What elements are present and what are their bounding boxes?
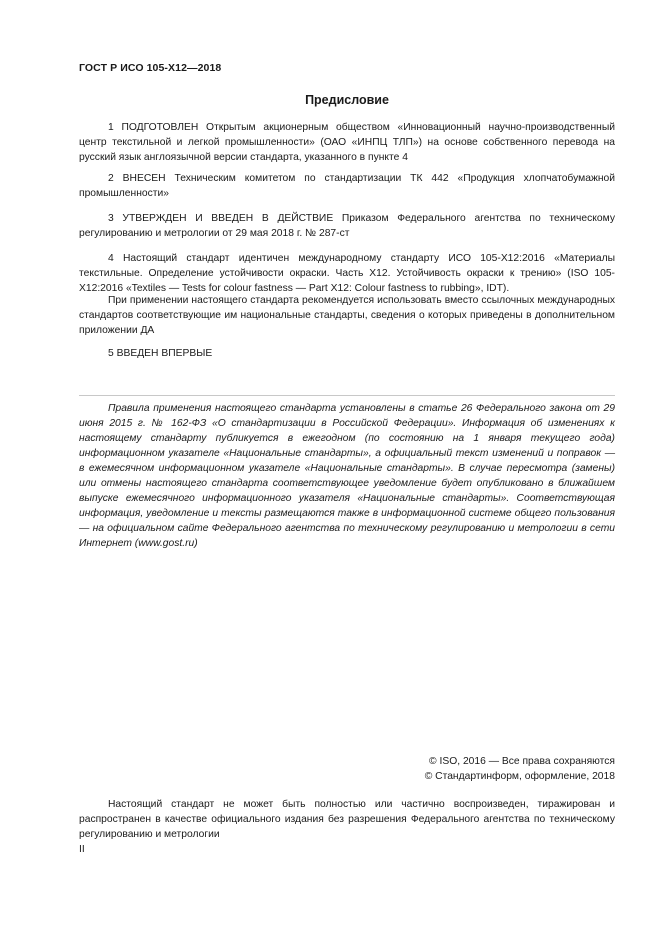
document-code-header: ГОСТ Р ИСО 105-Х12—2018 [79, 62, 222, 74]
reproduction-notice: Настоящий стандарт не может быть полностью или частично воспроизведен, тиражирован и распространен в качестве официального издания без разрешения Федерального агентства по техническому регулированию и метрологии [79, 799, 615, 840]
notice-text: Правила применения настоящего стандарта установлены в статье 26 Федерального закона от 29 июня 2015 г. № 162-ФЗ «О стандартизации в Российской Федерации». Информация об изменениях к настоящему стандарту публикуется в ежегодном (по состоянию на 1 января текущего года) информационном указателе «Национальные стандарты», а официальный текст изменений и поправок — в ежемесячном информационном указателе «Национальные стандарты». В случае пересмотра (замены) или отмены настоящего стандарта соответствующее уведомление будет опубликовано в ближайшем выпуске ежемесячного информационного указателя «Национальные стандарты». Соответствующая информация, уведомление и тексты размещаются также в информационной системе общего пользования — на официальном сайте Федерального агентства по техническому регулированию и метрологии в сети Интернет (www.gost.ru) [79, 403, 615, 549]
copyright-block [425, 754, 615, 784]
paragraph-approved: 3 УТВЕРЖДЕН И ВВЕДЕН В ДЕЙСТВИЕ Приказом Федерального агентства по техническому регулированию и метрологии от 29 мая 2018 г. № 287-ст [79, 213, 615, 239]
copyright-standartinform: © Стандартинформ, оформление, 2018 [424, 771, 615, 782]
application-rules-notice [79, 395, 615, 551]
foreword-title: Предисловие [305, 93, 389, 107]
paragraph-reference-standards: При применении настоящего стандарта рекомендуется использовать вместо ссылочных международных стандартов соответствующие им национальные стандарты, сведения о которых приведены в дополнительном приложении ДА [79, 295, 615, 336]
paragraph-prepared-by: 1 ПОДГОТОВЛЕН Открытым акционерным обществом «Инновационный научно-производственный центр текстильной и легкой промышленности» (ОАО «ИНПЦ ТЛП») на основе собственного перевода на русский язык англоязычной версии стандарта, указанного в пункте 4 [79, 122, 615, 163]
copyright-iso: © ISO, 2016 — Все права сохраняются [429, 756, 615, 767]
page-number: II [79, 844, 85, 855]
paragraph-identical-standard: 4 Настоящий стандарт идентичен международному стандарту ИСО 105-Х12:2016 «Материалы текстильные. Определение устойчивости окраски. Часть Х12. Устойчивость окраски к трению» (ISO 105-X12:2016 «Textiles — Tests for colour fastness — Part X12: Colour fastness to rubbing», IDT). [79, 253, 615, 294]
paragraph-submitted-by: 2 ВНЕСЕН Техническим комитетом по стандартизации ТК 442 «Продукция хлопчатобумажной промышленности» [79, 173, 615, 199]
paragraph-introduced-first: 5 ВВЕДЕН ВПЕРВЫЕ [108, 348, 213, 359]
